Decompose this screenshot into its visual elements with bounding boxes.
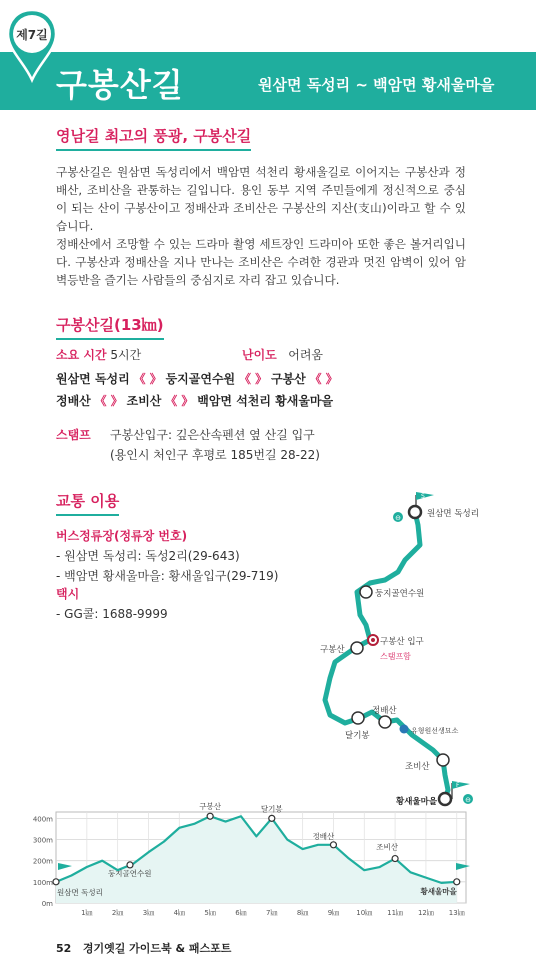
end-flag-text: F (456, 782, 460, 789)
x-tick-label: 11㎞ (387, 909, 404, 917)
jeongbae-point (379, 716, 391, 728)
course-line-1 (56, 370, 338, 387)
course-point: 정배산 (56, 394, 91, 408)
chevron: 《 》 (133, 372, 162, 386)
start-label: 원삼면 독성리 (427, 509, 479, 519)
stamp-location: 구봉산입구: 깊은산속펜션 옆 산길 입구 (110, 428, 315, 442)
x-tick-label: 13㎞ (448, 909, 465, 917)
time-value: 5시간 (110, 348, 142, 362)
gubong-label: 구봉산 (320, 645, 345, 655)
course-point: 조비산 (126, 394, 162, 408)
course-point: 둥지골연수원 (165, 372, 236, 386)
elevation-point-label: 구봉산 (199, 802, 222, 812)
book-title: 경기옛길 가이드북 & 패스포트 (82, 942, 232, 955)
x-tick-label: 6㎞ (235, 909, 247, 917)
footer (56, 940, 231, 956)
elevation-point (53, 879, 59, 885)
x-tick-label: 7㎞ (266, 909, 278, 917)
y-tick-label: 200m (32, 857, 53, 866)
difficulty-row (242, 346, 323, 363)
svg-text:⊖: ⊖ (395, 514, 401, 522)
y-tick-label: 300m (32, 836, 53, 845)
svg-text:⊖: ⊖ (465, 796, 471, 804)
x-tick-label: 8㎞ (296, 909, 309, 917)
taxi-number: - GG콜: 1688-9999 (56, 607, 168, 621)
elevation-point (269, 815, 275, 821)
y-tick-label: 100m (32, 878, 53, 887)
stamp-word-label: 스탬프함 (380, 652, 411, 661)
chevron: 《 》 (165, 394, 194, 408)
bus-stop-1: - 원삼면 독성리: 독성2리(29-643) (56, 549, 240, 563)
route-subtitle: 원삼면 독성리 ~ 백암면 황새울마을 (258, 76, 495, 94)
transport-heading: 교통 이용 (56, 492, 120, 510)
elevation-point-label: 둥지골연수원 (107, 868, 152, 878)
intro-paragraph-1: 구봉산길은 원삼면 독성리에서 백암면 석천리 황새울길로 이어지는 구봉산과 정배산, 조비산을 관통하는 길입니다. 용인 동부 지역 주민들에게 정신적으로 중심이 되는 산이 구봉산이고 정배산과 조비산은 구봉산의 지산(支山)이라고 할 수 있습니다. (56, 165, 466, 233)
taxi-label: 택시 (56, 587, 80, 601)
chevron: 《 》 (238, 372, 268, 386)
start-point (409, 506, 421, 518)
dalgi-point (352, 712, 364, 724)
elevation-point-label: 황새울마을 (420, 886, 457, 896)
course-line-2 (56, 392, 333, 409)
difficulty-value: 어려움 (288, 348, 324, 362)
y-tick-label: 0m (41, 900, 53, 908)
course-point: 구봉산 (270, 372, 306, 386)
difficulty-label: 난이도 (242, 348, 277, 362)
elevation-point (207, 813, 213, 819)
course-heading: 구봉산길(13㎞) (56, 316, 164, 334)
start-flag-text: S (421, 493, 425, 500)
elevation-point (127, 862, 133, 868)
elevation-point-label: 달기봉 (260, 804, 283, 814)
chevron: 《 》 (94, 394, 123, 408)
dungji-label: 둥지골연수원 (375, 589, 425, 599)
x-tick-label: 9㎞ (327, 909, 340, 917)
jobi-point (437, 754, 449, 766)
jeongbae-label: 정배산 (372, 706, 397, 716)
elevation-point (454, 879, 460, 885)
x-tick-label: 10㎞ (356, 909, 373, 917)
x-tick-label: 2㎞ (111, 909, 124, 917)
route-map (290, 485, 536, 810)
intro-heading: 영남길 최고의 풍광, 구봉산길 (56, 127, 252, 145)
x-tick-label: 3㎞ (142, 909, 155, 917)
page-number: 52 (56, 942, 72, 955)
x-tick-label: 4㎞ (173, 909, 186, 917)
elevation-point-label: 정배산 (312, 831, 335, 841)
course-point: 백암면 석천리 황새울마을 (197, 394, 334, 408)
grave-icon (400, 725, 409, 734)
route-title: 구봉산길 (56, 66, 184, 104)
bus-stop-2: - 백암면 황새울마을: 황새울입구(29-719) (56, 569, 279, 583)
grave-label: 유형원선생묘소 (411, 727, 459, 735)
x-tick-label: 12㎞ (417, 909, 434, 917)
intro-paragraph-2: 정배산에서 조망할 수 있는 드라마 촬영 세트장인 드라미아 또한 좋은 볼거리입니다. 구봉산과 정배산을 지나 만나는 조비산은 수려한 경관과 멋진 암벽이 있어 암벽등반을 즐기는 사람들의 중심지로 자리 잡고 있습니다. (56, 237, 466, 287)
x-tick-label: 1㎞ (81, 909, 93, 917)
dalgi-label: 달기봉 (345, 731, 370, 741)
course-point: 원삼면 독성리 (56, 372, 130, 386)
bus-label: 버스정류장(정류장 번호) (56, 529, 188, 543)
x-tick-label: 5㎞ (204, 909, 216, 917)
route-number-badge (4, 6, 60, 86)
time-row (56, 346, 141, 363)
elevation-chart (0, 795, 536, 925)
stamp-label: 스탬프 (56, 428, 91, 442)
elevation-point-label: 원삼면 독성리 (57, 887, 103, 897)
dungji-point (360, 586, 372, 598)
elevation-point (330, 842, 336, 848)
time-label: 소요 시간 (56, 348, 107, 362)
gubong-point (351, 642, 363, 654)
jobi-label: 조비산 (405, 762, 430, 772)
y-tick-label: 400m (32, 815, 53, 824)
stamp-entry-label: 구봉산 입구 (380, 637, 424, 647)
elevation-point-label: 조비산 (376, 842, 398, 852)
badge-text: 제7길 (16, 28, 48, 42)
end-label: 황새울마을 (396, 797, 438, 807)
stamp-address: (용인시 처인구 후평로 185번길 28-22) (110, 448, 320, 462)
elevation-point (392, 856, 398, 862)
chevron: 《 》 (309, 372, 338, 386)
